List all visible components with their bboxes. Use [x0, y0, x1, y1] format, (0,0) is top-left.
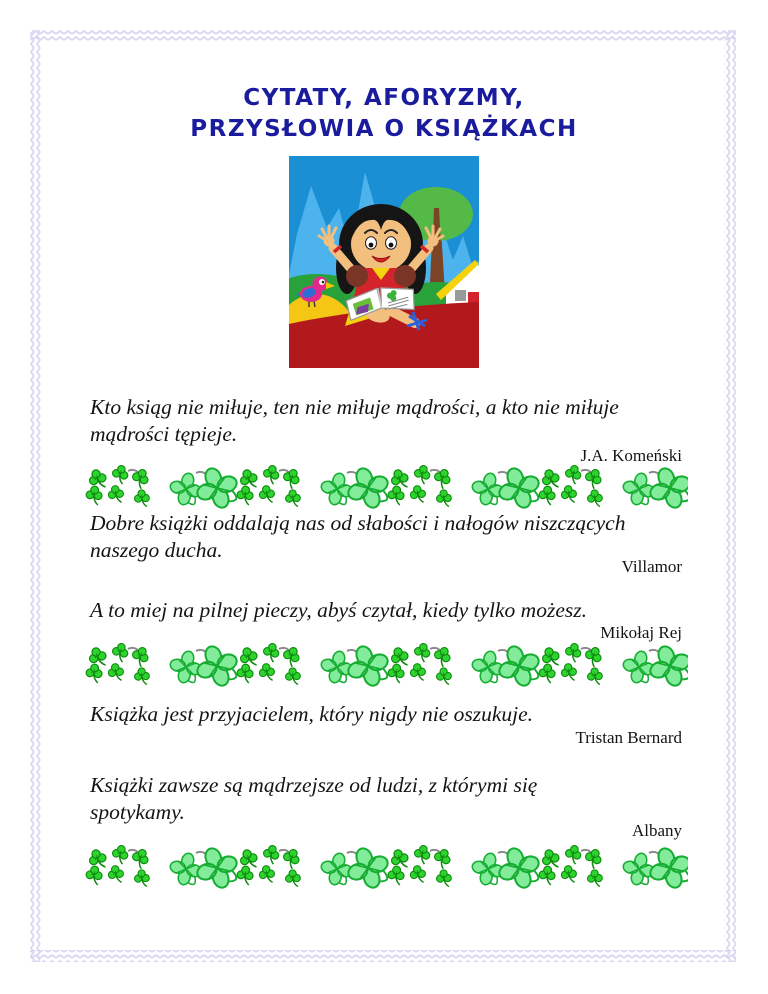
- quote-text: Książki zawsze są mądrzejsze od ludzi, z którymi się spotykamy.: [90, 773, 538, 824]
- quote-author: Mikołaj Rej: [600, 623, 682, 642]
- quote-text: Książka jest przyjacielem, który nigdy nie oszukuje.: [90, 702, 534, 726]
- girl-reading-illustration: [289, 156, 479, 368]
- page-title-line-1: CYTATY, AFORYZMY,: [243, 85, 525, 111]
- page-title: [0, 83, 768, 145]
- clover-divider: [84, 641, 688, 689]
- quote-text: A to miej na pilnej pieczy, abyś czytał, kiedy tylko możesz.: [90, 598, 587, 622]
- clover-divider: [84, 463, 688, 511]
- quote-author: Villamor: [621, 557, 682, 576]
- clover-divider: [84, 843, 688, 891]
- quote-text: Dobre książki oddalają nas od słabości i nałogów niszczących naszego ducha.: [90, 511, 626, 562]
- quote-author: Albany: [631, 821, 682, 840]
- quote-text: Kto ksiąg nie miłuje, ten nie miłuje mądrości, a kto nie miłuje mądrości tępieje.: [90, 395, 619, 446]
- quote-author: Tristan Bernard: [575, 728, 682, 747]
- quote-author: J.A. Komeński: [580, 446, 682, 465]
- page-title-line-2: PRZYSŁOWIA O KSIĄŻKACH: [190, 116, 578, 142]
